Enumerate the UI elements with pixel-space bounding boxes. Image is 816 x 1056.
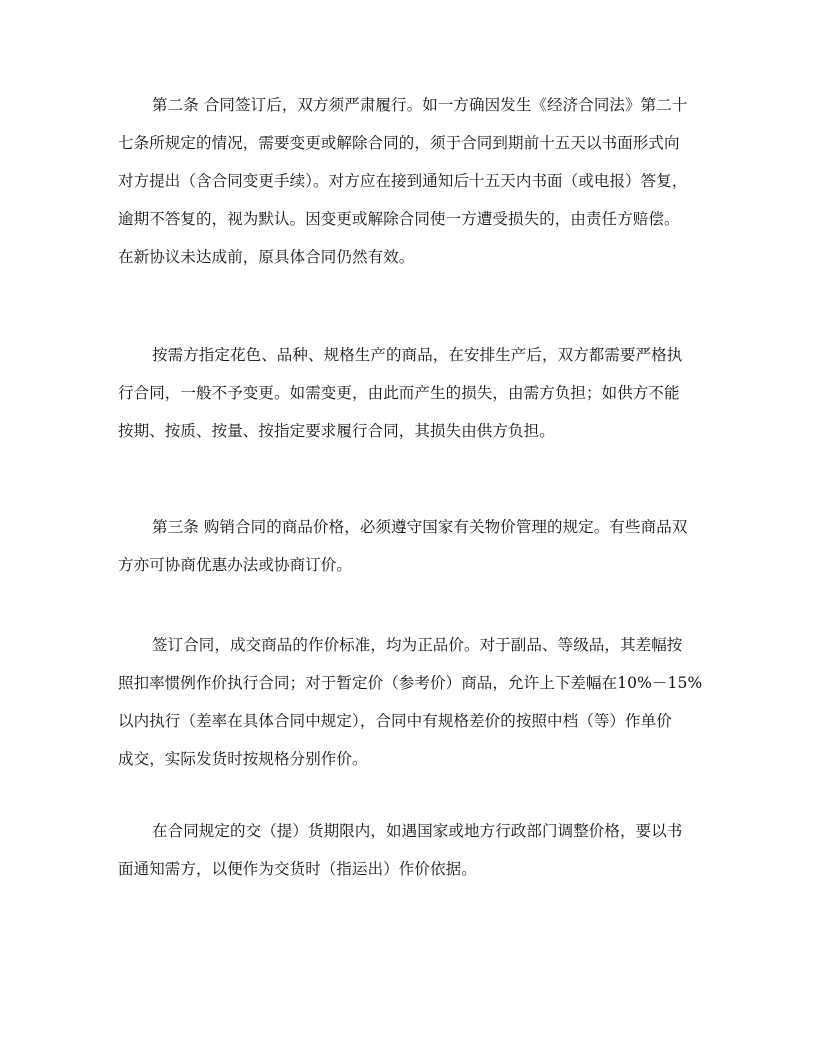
text-line: 成交，实际发货时按规格分别作价。 [118, 750, 368, 768]
paragraph-specified-goods [118, 336, 698, 450]
text-line: 面通知需方，以便作为交货时（指运出）作价依据。 [118, 860, 477, 878]
text-line: 行合同，一般不予变更。如需变更，由此而产生的损失，由需方负担；如供方不能 [118, 384, 680, 402]
text-line: 按期、按质、按量、按指定要求履行合同，其损失由供方负担。 [118, 422, 555, 440]
text-line: 逾期不答复的，视为默认。因变更或解除合同使一方遭受损失的，由责任方赔偿。 [118, 210, 680, 228]
text-line: 照扣率惯例作价执行合同；对于暂定价（参考价）商品，允许上下差幅在10%－15% [118, 674, 703, 692]
text-line: 七条所规定的情况，需要变更或解除合同的，须于合同到期前十五天以书面形式向 [118, 134, 680, 152]
text-line: 方亦可协商优惠办法或协商订价。 [118, 556, 353, 574]
text-line: 在新协议未达成前，原具体合同仍然有效。 [118, 248, 415, 266]
paragraph-pricing-standard [118, 626, 703, 778]
text-line: 在合同规定的交（提）货期限内，如遇国家或地方行政部门调整价格，要以书 [152, 822, 683, 840]
text-line: 签订合同，成交商品的作价标准，均为正品价。对于副品、等级品，其差幅按 [152, 636, 683, 654]
text-line: 第三条 购销合同的商品价格，必须遵守国家有关物价管理的规定。有些商品双 [152, 518, 688, 536]
paragraph-article-2 [118, 86, 698, 276]
text-line: 对方提出（含合同变更手续）。对方应在接到通知后十五天内书面（或电报）答复， [118, 172, 688, 190]
text-line: 第二条 合同签订后，双方须严肃履行。如一方确因发生《经济合同法》第二十 [152, 96, 688, 114]
text-line: 按需方指定花色、品种、规格生产的商品，在安排生产后，双方都需要严格执 [152, 346, 683, 364]
paragraph-price-adjustment [118, 812, 698, 888]
text-line: 以内执行（差率在具体合同中规定），合同中有规格差价的按照中档（等）作单价 [118, 712, 672, 730]
paragraph-article-3 [118, 508, 698, 584]
